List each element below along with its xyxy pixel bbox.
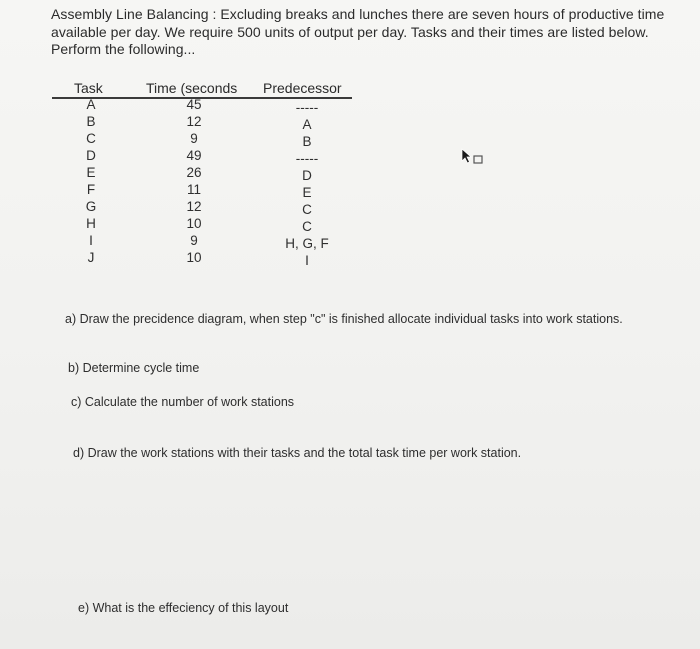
predecessor-cell: D <box>302 168 312 183</box>
question-d: d) Draw the work stations with their tasks and the total task time per work station. <box>73 446 522 460</box>
task-cell: E <box>86 165 96 180</box>
predecessor-column <box>272 99 342 269</box>
predecessor-cell: ----- <box>295 100 319 115</box>
task-cell: A <box>86 97 96 112</box>
task-cell: G <box>85 199 97 214</box>
time-cell: 12 <box>186 199 202 214</box>
mouse-pointer-icon <box>461 148 485 168</box>
predecessor-cell: I <box>305 253 309 268</box>
task-cell: B <box>86 114 96 129</box>
header-task: Task <box>74 80 103 96</box>
time-cell: 45 <box>186 97 202 112</box>
problem-intro <box>51 6 691 59</box>
time-cell: 26 <box>186 165 202 180</box>
intro-line-3: Perform the following... <box>51 41 196 57</box>
task-cell: I <box>89 233 93 248</box>
task-cell: F <box>86 182 96 197</box>
predecessor-cell: C <box>302 202 312 217</box>
time-cell: 10 <box>186 250 202 265</box>
time-cell: 9 <box>190 131 198 146</box>
predecessor-cell: A <box>302 117 312 132</box>
task-cell: D <box>86 148 96 163</box>
task-column <box>78 96 104 266</box>
predecessor-cell: ----- <box>295 151 319 166</box>
time-cell: 10 <box>186 216 202 231</box>
predecessor-cell: E <box>302 185 312 200</box>
predecessor-cell: B <box>302 134 312 149</box>
task-cell: J <box>87 250 95 265</box>
intro-line-2: available per day. We require 500 units of output per day. Tasks and their times are listed below. <box>51 23 649 40</box>
question-a: a) Draw the precidence diagram, when step "c" is finished allocate individual tasks into work stations. <box>65 312 623 326</box>
question-e: e) What is the effeciency of this layout <box>78 601 289 615</box>
predecessor-cell: H, G, F <box>285 236 329 251</box>
time-cell: 12 <box>186 114 202 129</box>
question-c: c) Calculate the number of work stations <box>71 395 295 409</box>
task-cell: C <box>86 131 96 146</box>
header-time: Time (seconds <box>146 80 238 96</box>
predecessor-cell: C <box>302 219 312 234</box>
time-cell: 49 <box>186 148 202 163</box>
time-cell: 9 <box>190 233 198 248</box>
question-b: b) Determine cycle time <box>68 361 200 375</box>
time-column <box>172 96 216 266</box>
intro-line-1: Assembly Line Balancing : Excluding breaks and lunches there are seven hours of productive time <box>51 6 665 22</box>
time-cell: 11 <box>186 182 201 197</box>
header-predecessor: Predecessor <box>263 80 342 96</box>
task-cell: H <box>86 216 96 231</box>
